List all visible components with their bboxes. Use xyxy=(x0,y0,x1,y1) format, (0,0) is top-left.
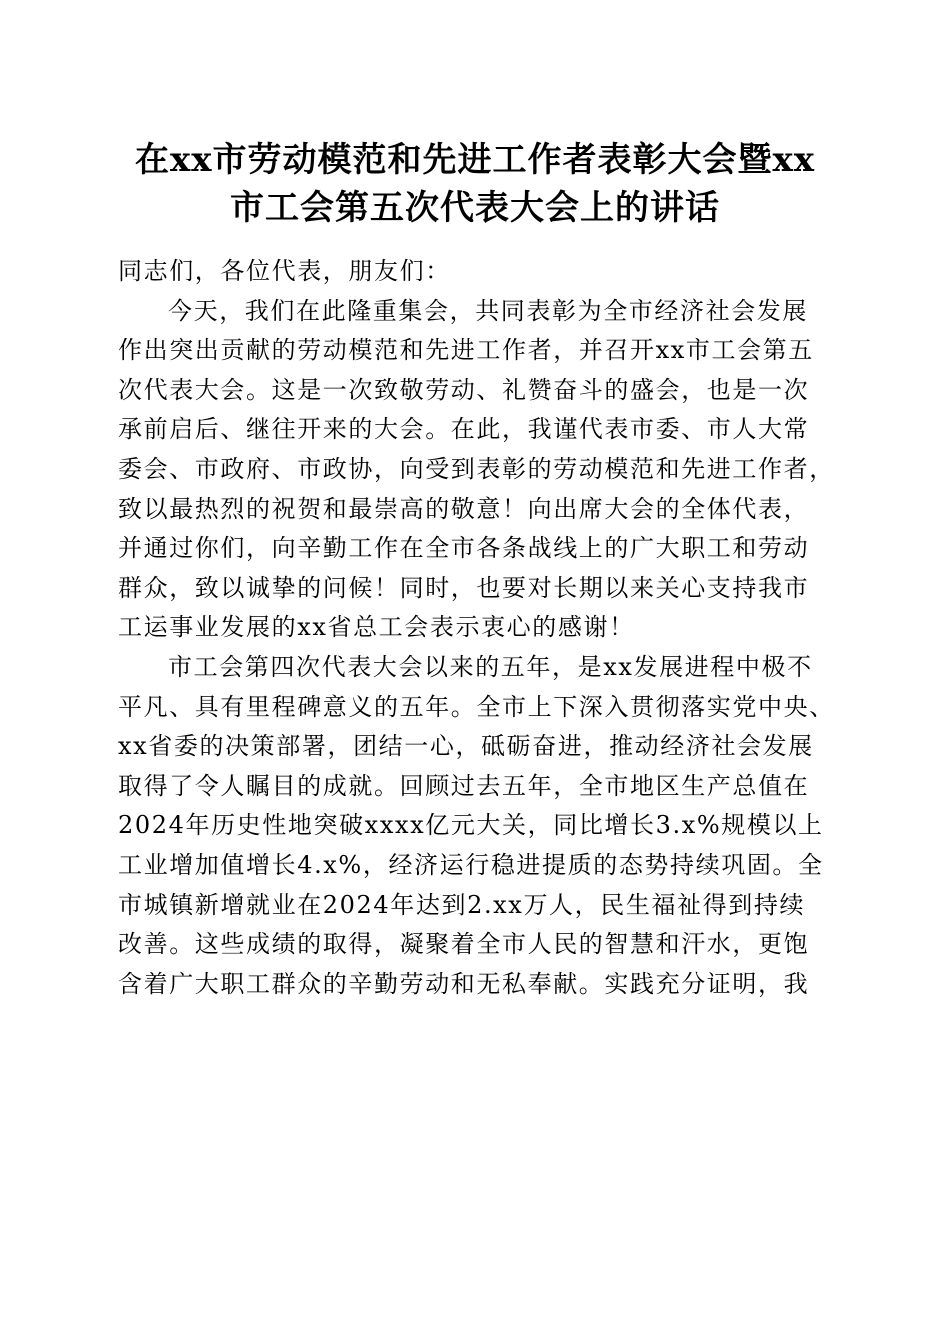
paragraph-1-line-8: 群众，致以诚挚的问候！同时，也要对长期以来关心支持我市 xyxy=(118,573,810,602)
paragraph-1-line-2: 作出突出贡献的劳动模范和先进工作者，并召开xx市工会第五 xyxy=(118,336,814,365)
paragraph-2-line-2: 平凡、具有里程碑意义的五年。全市上下深入贯彻落实党中央、 xyxy=(118,692,835,721)
paragraph-2-line-3: xx省委的决策部署，团结一心，砥砺奋进，推动经济社会发展 xyxy=(118,732,814,761)
paragraph-2-line-1: 市工会第四次代表大会以来的五年，是xx发展进程中极不 xyxy=(168,652,813,681)
paragraph-2-line-8: 改善。这些成绩的取得，凝聚着全市人民的智慧和汗水，更饱 xyxy=(118,930,810,959)
paragraph-1-line-5: 委会、市政府、市政协，向受到表彰的劳动模范和先进工作者， xyxy=(118,454,835,483)
paragraph-1 xyxy=(118,292,838,648)
title-line-2: 市工会第五次代表大会上的讲话 xyxy=(230,188,720,228)
paragraph-1-line-1: 今天，我们在此隆重集会，共同表彰为全市经济社会发展 xyxy=(168,296,808,325)
paragraph-1-line-6: 致以最热烈的祝贺和最崇高的敬意！向出席大会的全体代表， xyxy=(118,494,810,523)
document-body xyxy=(118,252,838,1004)
paragraph-2-line-6: 工业增加值增长4.x%，经济运行稳进提质的态势持续巩固。全 xyxy=(118,850,824,879)
title-line-1: 在xx市劳动模范和先进工作者表彰大会暨xx xyxy=(134,140,816,180)
salutation: 同志们，各位代表，朋友们： xyxy=(118,257,451,285)
paragraph-1-line-4: 承前启后、继往开来的大会。在此，我谨代表市委、市人大常 xyxy=(118,415,810,444)
paragraph-2-line-4: 取得了令人瞩目的成就。回顾过去五年，全市地区生产总值在 xyxy=(118,771,810,800)
paragraph-2-line-7: 市城镇新增就业在2024年达到2.xx万人，民生福祉得到持续 xyxy=(118,890,806,919)
paragraph-1-line-7: 并通过你们，向辛勤工作在全市各条战线上的广大职工和劳动 xyxy=(118,534,810,563)
paragraph-2-line-9: 含着广大职工群众的辛勤劳动和无私奉献。实践充分证明，我 xyxy=(118,969,810,998)
paragraph-1-line-3: 次代表大会。这是一次致敬劳动、礼赞奋斗的盛会，也是一次 xyxy=(118,375,810,404)
paragraph-1-line-9: 工运事业发展的xx省总工会表示衷心的感谢！ xyxy=(118,613,635,642)
document-title xyxy=(110,136,840,232)
paragraph-2-line-5: 2024年历史性地突破xxxx亿元大关，同比增长3.x%规模以上 xyxy=(118,811,824,840)
paragraph-2 xyxy=(118,648,838,1004)
